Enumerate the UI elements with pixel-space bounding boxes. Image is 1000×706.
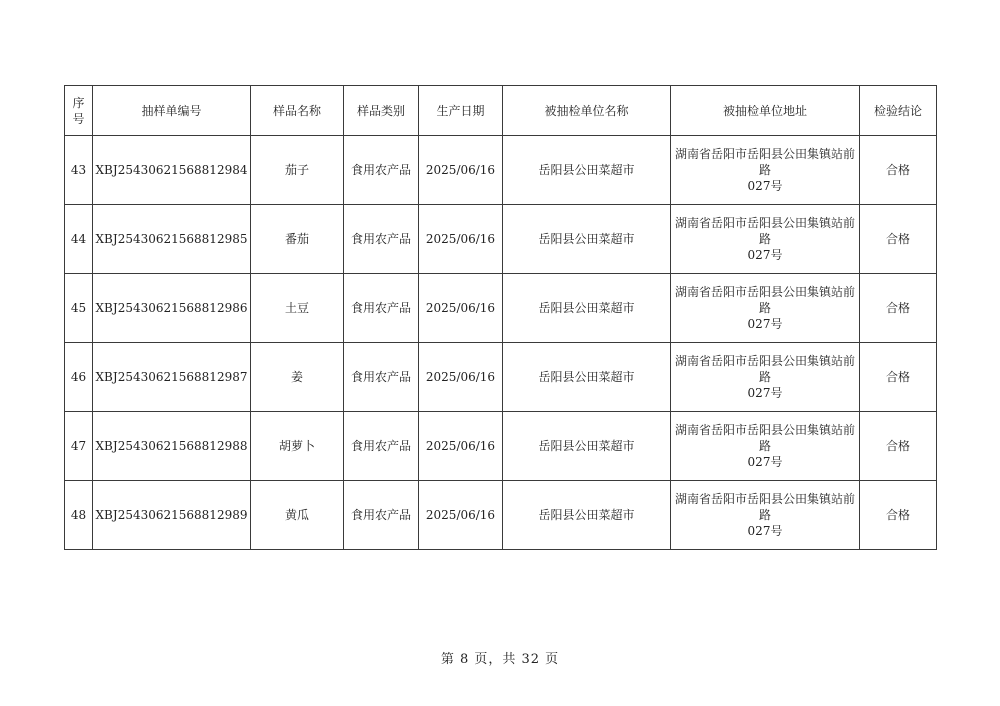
header-cell-result: 检验结论 bbox=[860, 86, 937, 136]
cell-address bbox=[671, 412, 860, 481]
cell-address-line1: 湖南省岳阳市岳阳县公田集镇站前路 bbox=[674, 354, 855, 384]
table-row bbox=[65, 136, 937, 205]
cell-result: 合格 bbox=[860, 274, 937, 343]
cell-category: 食用农产品 bbox=[344, 343, 419, 412]
cell-category: 食用农产品 bbox=[344, 412, 419, 481]
cell-no: 48 bbox=[65, 481, 93, 550]
cell-no: 45 bbox=[65, 274, 93, 343]
cell-date: 2025/06/16 bbox=[419, 205, 503, 274]
cell-address bbox=[671, 481, 860, 550]
cell-code: XBJ25430621568812988 bbox=[93, 412, 251, 481]
cell-unit: 岳阳县公田菜超市 bbox=[503, 274, 671, 343]
cell-result: 合格 bbox=[860, 205, 937, 274]
cell-category: 食用农产品 bbox=[344, 205, 419, 274]
cell-address-line2: 027号 bbox=[747, 317, 783, 331]
cell-address-line1: 湖南省岳阳市岳阳县公田集镇站前路 bbox=[674, 423, 855, 453]
cell-unit: 岳阳县公田菜超市 bbox=[503, 205, 671, 274]
header-cell-date: 生产日期 bbox=[419, 86, 503, 136]
inspection-table bbox=[64, 85, 937, 550]
table-row bbox=[65, 274, 937, 343]
cell-date: 2025/06/16 bbox=[419, 481, 503, 550]
cell-name: 黄瓜 bbox=[251, 481, 344, 550]
cell-address bbox=[671, 274, 860, 343]
cell-code: XBJ25430621568812986 bbox=[93, 274, 251, 343]
cell-date: 2025/06/16 bbox=[419, 343, 503, 412]
cell-result: 合格 bbox=[860, 136, 937, 205]
cell-address bbox=[671, 343, 860, 412]
cell-date: 2025/06/16 bbox=[419, 274, 503, 343]
table-row bbox=[65, 481, 937, 550]
cell-address-line1: 湖南省岳阳市岳阳县公田集镇站前路 bbox=[674, 216, 855, 246]
cell-category: 食用农产品 bbox=[344, 136, 419, 205]
table-row bbox=[65, 343, 937, 412]
cell-code: XBJ25430621568812987 bbox=[93, 343, 251, 412]
cell-result: 合格 bbox=[860, 343, 937, 412]
cell-address-line1: 湖南省岳阳市岳阳县公田集镇站前路 bbox=[674, 147, 855, 177]
cell-result: 合格 bbox=[860, 481, 937, 550]
table-row bbox=[65, 205, 937, 274]
cell-address-line2: 027号 bbox=[747, 248, 783, 262]
cell-unit: 岳阳县公田菜超市 bbox=[503, 136, 671, 205]
cell-date: 2025/06/16 bbox=[419, 136, 503, 205]
header-cell-category: 样品类别 bbox=[344, 86, 419, 136]
cell-no: 44 bbox=[65, 205, 93, 274]
cell-address-line1: 湖南省岳阳市岳阳县公田集镇站前路 bbox=[674, 285, 855, 315]
header-cell-address: 被抽检单位地址 bbox=[671, 86, 860, 136]
cell-address bbox=[671, 205, 860, 274]
cell-unit: 岳阳县公田菜超市 bbox=[503, 343, 671, 412]
cell-code: XBJ25430621568812984 bbox=[93, 136, 251, 205]
cell-no: 46 bbox=[65, 343, 93, 412]
cell-name: 胡萝卜 bbox=[251, 412, 344, 481]
cell-address bbox=[671, 136, 860, 205]
cell-name: 姜 bbox=[251, 343, 344, 412]
cell-result: 合格 bbox=[860, 412, 937, 481]
cell-unit: 岳阳县公田菜超市 bbox=[503, 481, 671, 550]
cell-name: 番茄 bbox=[251, 205, 344, 274]
cell-code: XBJ25430621568812989 bbox=[93, 481, 251, 550]
cell-address-line1: 湖南省岳阳市岳阳县公田集镇站前路 bbox=[674, 492, 855, 522]
cell-category: 食用农产品 bbox=[344, 481, 419, 550]
cell-no: 43 bbox=[65, 136, 93, 205]
page-footer: 第 8 页，共 32 页 bbox=[440, 652, 560, 667]
header-cell-name: 样品名称 bbox=[251, 86, 344, 136]
cell-address-line2: 027号 bbox=[747, 524, 783, 538]
cell-name: 土豆 bbox=[251, 274, 344, 343]
cell-date: 2025/06/16 bbox=[419, 412, 503, 481]
cell-category: 食用农产品 bbox=[344, 274, 419, 343]
cell-address-line2: 027号 bbox=[747, 386, 783, 400]
header-cell-code: 抽样单编号 bbox=[93, 86, 251, 136]
cell-address-line2: 027号 bbox=[747, 455, 783, 469]
cell-code: XBJ25430621568812985 bbox=[93, 205, 251, 274]
cell-unit: 岳阳县公田菜超市 bbox=[503, 412, 671, 481]
cell-no: 47 bbox=[65, 412, 93, 481]
header-cell-no: 序号 bbox=[65, 86, 93, 136]
cell-address-line2: 027号 bbox=[747, 179, 783, 193]
cell-name: 茄子 bbox=[251, 136, 344, 205]
table-header-row bbox=[65, 86, 937, 136]
table-row bbox=[65, 412, 937, 481]
header-cell-unit: 被抽检单位名称 bbox=[503, 86, 671, 136]
